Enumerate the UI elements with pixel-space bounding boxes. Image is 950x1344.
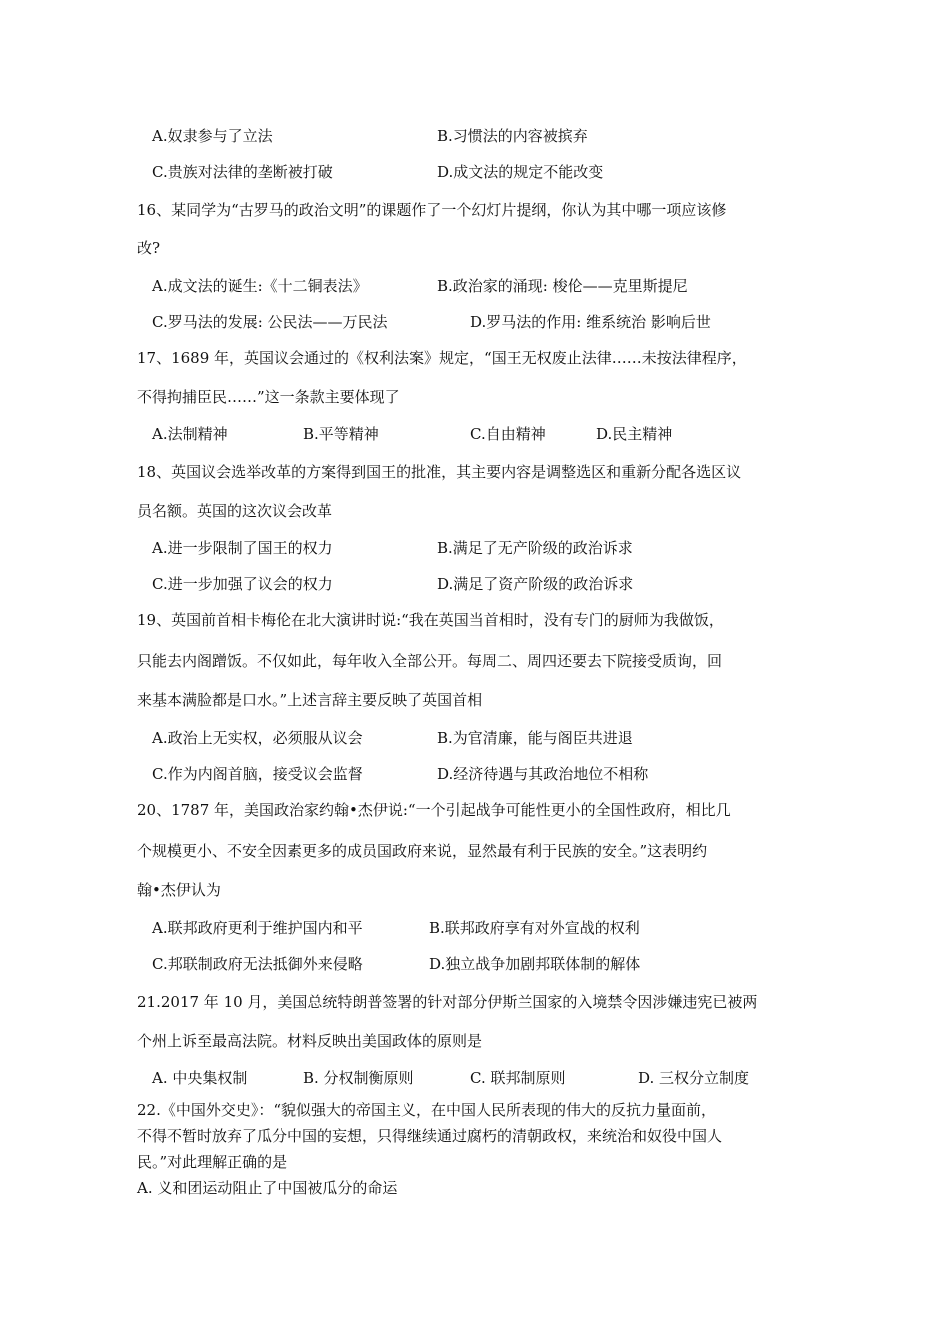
q20-stem-line2: 个规模更小、不安全因素更多的成员国政府来说，显然最有利于民族的安全。”这表明约 <box>137 842 708 860</box>
q15-option-c: C.贵族对法律的垄断被打破 <box>152 163 333 181</box>
q15-option-a: A.奴隶参与了立法 <box>152 127 273 145</box>
q16-option-a: A.成文法的诞生:《十二铜表法》 <box>152 277 368 295</box>
q21-stem-line2: 个州上诉至最高法院。材料反映出美国政体的原则是 <box>137 1032 483 1050</box>
q20-stem-line3: 翰•杰伊认为 <box>137 881 221 899</box>
q20-option-c: C.邦联制政府无法抵御外来侵略 <box>152 955 363 973</box>
q22-stem-line3: 民。”对此理解正确的是 <box>137 1153 288 1171</box>
q20-stem-line1: 20、1787 年，美国政治家约翰•杰伊说:“一个引起战争可能性更小的全国性政府，相比几 <box>137 801 731 819</box>
q21-stem-line1: 21.2017 年 10 月，美国总统特朗普签署的针对部分伊斯兰国家的入境禁令因涉嫌违宪已被两 <box>137 993 758 1011</box>
q16-stem-line2: 改? <box>137 239 161 257</box>
q19-stem-line2: 只能去内阁蹭饭。不仅如此，每年收入全部公开。每周二、周四还要去下院接受质询，回 <box>137 652 723 670</box>
q19-option-a: A.政治上无实权，必须服从议会 <box>152 729 363 747</box>
q17-stem-line2: 不得拘捕臣民……”这一条款主要体现了 <box>137 388 400 406</box>
q20-option-b: B.联邦政府享有对外宣战的权利 <box>429 919 640 937</box>
q22-option-a: A. 义和团运动阻止了中国被瓜分的命运 <box>137 1179 398 1197</box>
q18-stem-line1: 18、英国议会选举改革的方案得到国王的批准，其主要内容是调整选区和重新分配各选区议 <box>137 463 742 481</box>
q19-option-d: D.经济待遇与其政治地位不相称 <box>437 765 649 783</box>
q19-option-c: C.作为内阁首脑，接受议会监督 <box>152 765 363 783</box>
q21-option-d: D. 三权分立制度 <box>638 1069 750 1087</box>
q19-stem-line3: 来基本满脸都是口水。”上述言辞主要反映了英国首相 <box>137 691 483 709</box>
q22-stem-line1: 22.《中国外交史》：“貌似强大的帝国主义，在中国人民所表现的伟大的反抗力量面前， <box>137 1101 717 1119</box>
q17-stem-line1: 17、1689 年，英国议会通过的《权利法案》规定，“国王无权废止法律……未按法律程序， <box>137 349 747 367</box>
q16-option-b: B.政治家的涌现: 梭伦——克里斯提尼 <box>437 277 688 295</box>
q19-option-b: B.为官清廉，能与阁臣共进退 <box>437 729 633 747</box>
q21-option-c: C. 联邦制原则 <box>470 1069 566 1087</box>
q21-option-a: A. 中央集权制 <box>152 1069 248 1087</box>
q18-option-d: D.满足了资产阶级的政治诉求 <box>437 575 634 593</box>
q20-option-d: D.独立战争加剧邦联体制的解体 <box>429 955 641 973</box>
q16-option-d: D.罗马法的作用: 维系统治 影响后世 <box>470 313 711 331</box>
q18-option-a: A.进一步限制了国王的权力 <box>152 539 333 557</box>
q15-option-b: B.习惯法的内容被摈弃 <box>437 127 588 145</box>
q18-option-c: C.进一步加强了议会的权力 <box>152 575 333 593</box>
q17-option-d: D.民主精神 <box>596 425 673 443</box>
q21-option-b: B. 分权制衡原则 <box>303 1069 414 1087</box>
q19-stem-line1: 19、英国前首相卡梅伦在北大演讲时说:“我在英国当首相时，没有专门的厨师为我做饭， <box>137 611 724 629</box>
q18-stem-line2: 员名额。英国的这次议会改革 <box>137 502 333 520</box>
q17-option-c: C.自由精神 <box>470 425 546 443</box>
q16-stem-line1: 16、某同学为“古罗马的政治文明”的课题作了一个幻灯片提纲，你认为其中哪一项应该修 <box>137 201 727 219</box>
q22-stem-line2: 不得不暂时放弃了瓜分中国的妄想，只得继续通过腐朽的清朝政权，来统治和奴役中国人 <box>137 1127 723 1145</box>
q18-option-b: B.满足了无产阶级的政治诉求 <box>437 539 633 557</box>
q20-option-a: A.联邦政府更利于维护国内和平 <box>152 919 363 937</box>
q15-option-d: D.成文法的规定不能改变 <box>437 163 604 181</box>
q17-option-b: B.平等精神 <box>303 425 379 443</box>
q16-option-c: C.罗马法的发展: 公民法——万民法 <box>152 313 388 331</box>
q17-option-a: A.法制精神 <box>152 425 228 443</box>
